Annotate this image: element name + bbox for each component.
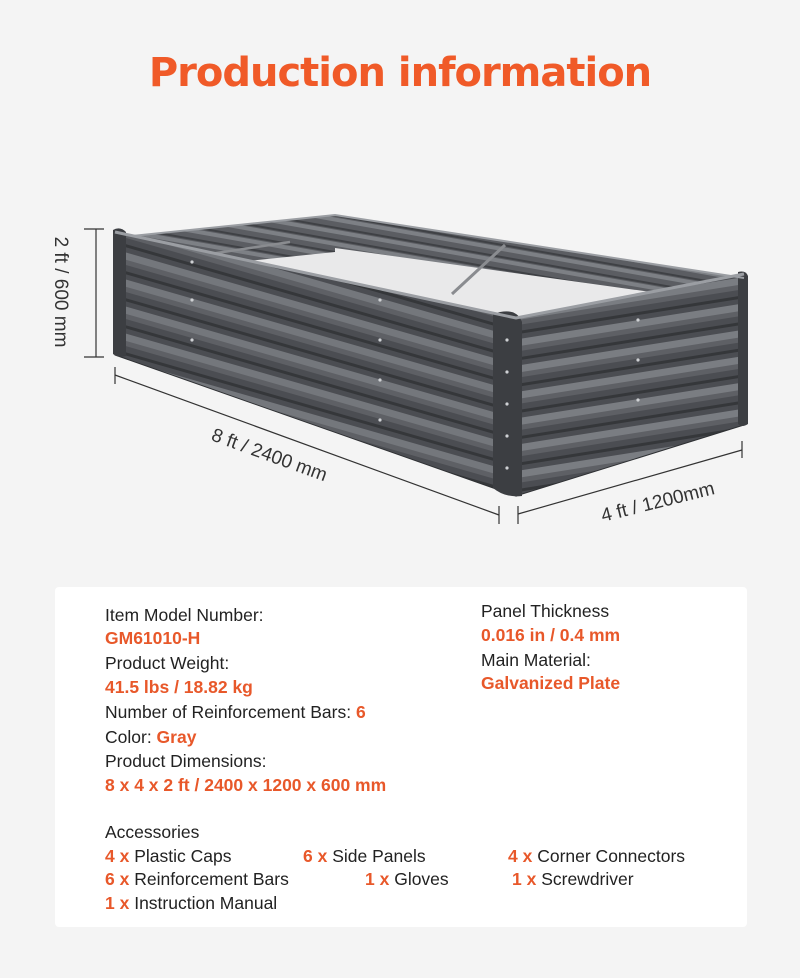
accessory-name: Corner Connectors [537,846,686,866]
accessory-name: Reinforcement Bars [134,869,289,889]
accessory-name: Instruction Manual [134,893,278,913]
accessory-qty: 4 x [105,846,130,866]
color-label: Color: [105,727,157,747]
accessory-item [303,845,426,867]
weight-label: Product Weight: [105,653,230,673]
width-dimension-label: 4 ft / 1200mm [598,478,717,527]
accessory-item [365,868,449,890]
panel-thickness-label: Panel Thickness [481,601,610,621]
dimensions-label: Product Dimensions: [105,751,267,771]
accessory-qty: 6 x [105,869,130,889]
accessory-qty: 6 x [303,846,328,866]
accessory-qty: 1 x [365,869,390,889]
material-value: Galvanized Plate [481,673,621,693]
reinforcement-bars-label: Number of Reinforcement Bars: [105,702,356,722]
accessory-name: Screwdriver [541,869,634,889]
model-number-label: Item Model Number: [105,605,264,625]
accessory-qty: 1 x [105,893,130,913]
panel-thickness-value: 0.016 in / 0.4 mm [481,625,621,645]
reinforcement-bars-value: 6 [355,702,366,722]
accessory-name: Plastic Caps [134,846,232,866]
accessory-qty: 1 x [512,869,537,889]
accessory-item [105,892,277,914]
material-label: Main Material: [481,650,591,670]
accessories-heading: Accessories [105,822,200,842]
color-row [105,726,196,748]
accessory-qty: 4 x [508,846,533,866]
color-value: Gray [156,727,197,747]
accessory-item [105,868,289,890]
height-dimension-label: 2 ft / 600 mm [50,236,71,348]
specifications-card [55,587,747,927]
reinforcement-bars-row [105,701,366,723]
accessory-item [105,845,231,867]
page-title: Production information [148,50,652,96]
accessory-item [512,868,634,890]
length-dimension-label: 8 ft / 2400 mm [208,424,330,487]
accessory-name: Gloves [394,869,449,889]
weight-value: 41.5 lbs / 18.82 kg [105,677,253,697]
accessory-name: Side Panels [332,846,426,866]
model-number-value: GM61010-H [105,628,201,648]
dimensions-value: 8 x 4 x 2 ft / 2400 x 1200 x 600 mm [105,775,387,795]
accessory-item [508,845,685,867]
